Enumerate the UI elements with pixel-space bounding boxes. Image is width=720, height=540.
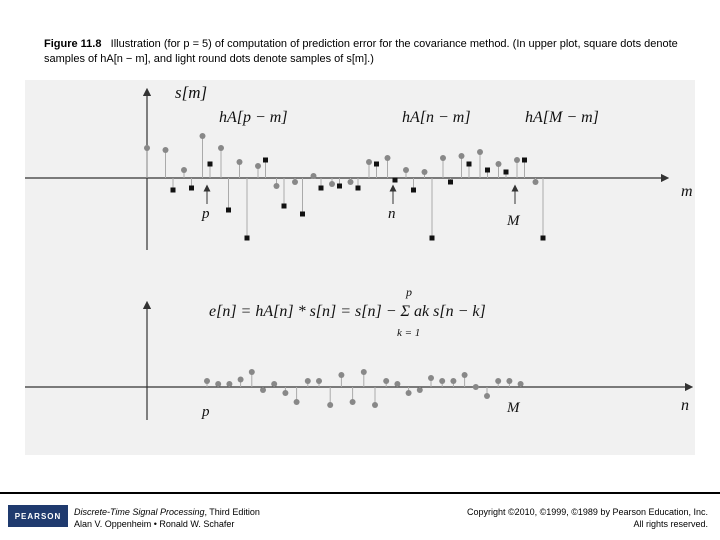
upper-square-dot <box>504 170 509 175</box>
lower-dot <box>316 378 322 384</box>
lower-dot <box>394 381 400 387</box>
lower-tick-M: M <box>507 400 520 416</box>
upper-square-dot <box>485 168 490 173</box>
upper-round-dot <box>422 169 428 175</box>
lower-marks <box>204 369 524 408</box>
footer-divider <box>0 492 720 494</box>
upper-square-dot <box>467 162 472 167</box>
upper-square-dot <box>356 186 361 191</box>
lower-dot <box>462 372 468 378</box>
upper-round-dot <box>477 149 483 155</box>
copyright-line-1: Copyright ©2010, ©1999, ©1989 by Pearson Education, Inc. <box>466 507 708 517</box>
upper-square-dot <box>263 158 268 163</box>
upper-square-dot <box>282 204 287 209</box>
caption-label: Figure 11.8 <box>44 38 102 50</box>
lower-dot <box>294 399 300 405</box>
upper-tick-n: n <box>388 206 396 222</box>
upper-square-dot <box>300 212 305 217</box>
lower-dot <box>361 369 367 375</box>
book-authors: Alan V. Oppenheim • Ronald W. Schafer <box>74 519 235 529</box>
equation <box>209 285 486 339</box>
upper-square-dot <box>430 236 435 241</box>
lower-dot <box>338 372 344 378</box>
upper-square-dot <box>337 184 342 189</box>
upper-square-dot <box>393 178 398 183</box>
upper-round-dot <box>200 133 206 139</box>
upper-round-dot <box>292 179 298 185</box>
upper-round-dot <box>514 157 520 163</box>
upper-square-dot <box>319 186 324 191</box>
upper-square-dot <box>448 180 453 185</box>
equation-text: e[n] = hA[n] * s[n] = s[n] − Σ ak s[n − k] <box>209 303 486 320</box>
lower-dot <box>372 402 378 408</box>
upper-round-dot <box>459 153 465 159</box>
upper-round-dot <box>385 155 391 161</box>
lower-dot <box>417 387 423 393</box>
upper-square-dot <box>189 186 194 191</box>
upper-round-dot <box>218 145 224 151</box>
lower-dot <box>450 378 456 384</box>
lower-dot <box>406 390 412 396</box>
sum-upper-limit: p <box>406 285 412 299</box>
lower-dot <box>260 387 266 393</box>
copyright-line-2: All rights reserved. <box>633 519 708 529</box>
upper-round-dot <box>163 147 169 153</box>
upper-square-dot <box>171 188 176 193</box>
copyright-notice <box>467 506 708 530</box>
window-label-p: hA[p − m] <box>219 109 288 126</box>
book-edition: , Third Edition <box>204 507 260 517</box>
upper-round-dot <box>496 161 502 167</box>
lower-dot <box>305 378 311 384</box>
window-label-m: hA[M − m] <box>525 109 599 126</box>
lower-dot <box>506 378 512 384</box>
lower-tick-p: p <box>202 404 210 420</box>
lower-dot <box>439 378 445 384</box>
plot-svg <box>25 80 695 455</box>
book-title: Discrete-Time Signal Processing <box>74 507 205 517</box>
upper-round-dot <box>403 167 409 173</box>
window-label-n: hA[n − m] <box>402 109 471 126</box>
lower-dot <box>215 381 221 387</box>
upper-round-dot <box>533 179 539 185</box>
lower-x-label: n <box>681 397 689 414</box>
upper-round-dot <box>366 159 372 165</box>
upper-x-label: m <box>681 183 693 200</box>
caption-text: Illustration (for p = 5) of computation of prediction error for the covariance method. (In upper plot, square dots denote samples of hA[n − m], and light round dots denote samples of s[m].) <box>44 38 678 65</box>
upper-tick-p: p <box>202 206 210 222</box>
lower-dot <box>518 381 524 387</box>
sum-lower-limit: k = 1 <box>397 327 421 339</box>
upper-square-dot <box>522 158 527 163</box>
lower-dot <box>282 390 288 396</box>
upper-round-dot <box>311 173 317 179</box>
lower-dot <box>473 384 479 390</box>
upper-round-dot <box>274 183 280 189</box>
figure-caption <box>44 37 694 67</box>
upper-square-dot <box>245 236 250 241</box>
upper-square-dot <box>541 236 546 241</box>
figure-panel <box>25 80 695 455</box>
upper-round-dot <box>181 167 187 173</box>
upper-round-dot <box>144 145 150 151</box>
upper-round-dot <box>237 159 243 165</box>
upper-square-dot <box>411 188 416 193</box>
upper-round-dot <box>440 155 446 161</box>
upper-marks <box>144 133 546 241</box>
upper-round-dot <box>255 163 261 169</box>
lower-dot <box>428 375 434 381</box>
lower-dot <box>238 377 244 383</box>
upper-round-dot <box>348 179 354 185</box>
lower-dot <box>226 381 232 387</box>
lower-dot <box>249 369 255 375</box>
lower-dot <box>484 393 490 399</box>
lower-dot <box>383 378 389 384</box>
upper-square-dot <box>374 162 379 167</box>
upper-tick-M: M <box>507 213 520 229</box>
lower-dot <box>204 378 210 384</box>
book-citation <box>74 506 260 530</box>
lower-dot <box>495 378 501 384</box>
lower-dot <box>350 399 356 405</box>
upper-y-label: s[m] <box>175 83 208 102</box>
upper-square-dot <box>226 208 231 213</box>
upper-square-dot <box>208 162 213 167</box>
upper-round-dot <box>329 181 335 187</box>
lower-dot <box>271 381 277 387</box>
publisher-logo: PEARSON <box>8 505 68 527</box>
lower-dot <box>327 402 333 408</box>
